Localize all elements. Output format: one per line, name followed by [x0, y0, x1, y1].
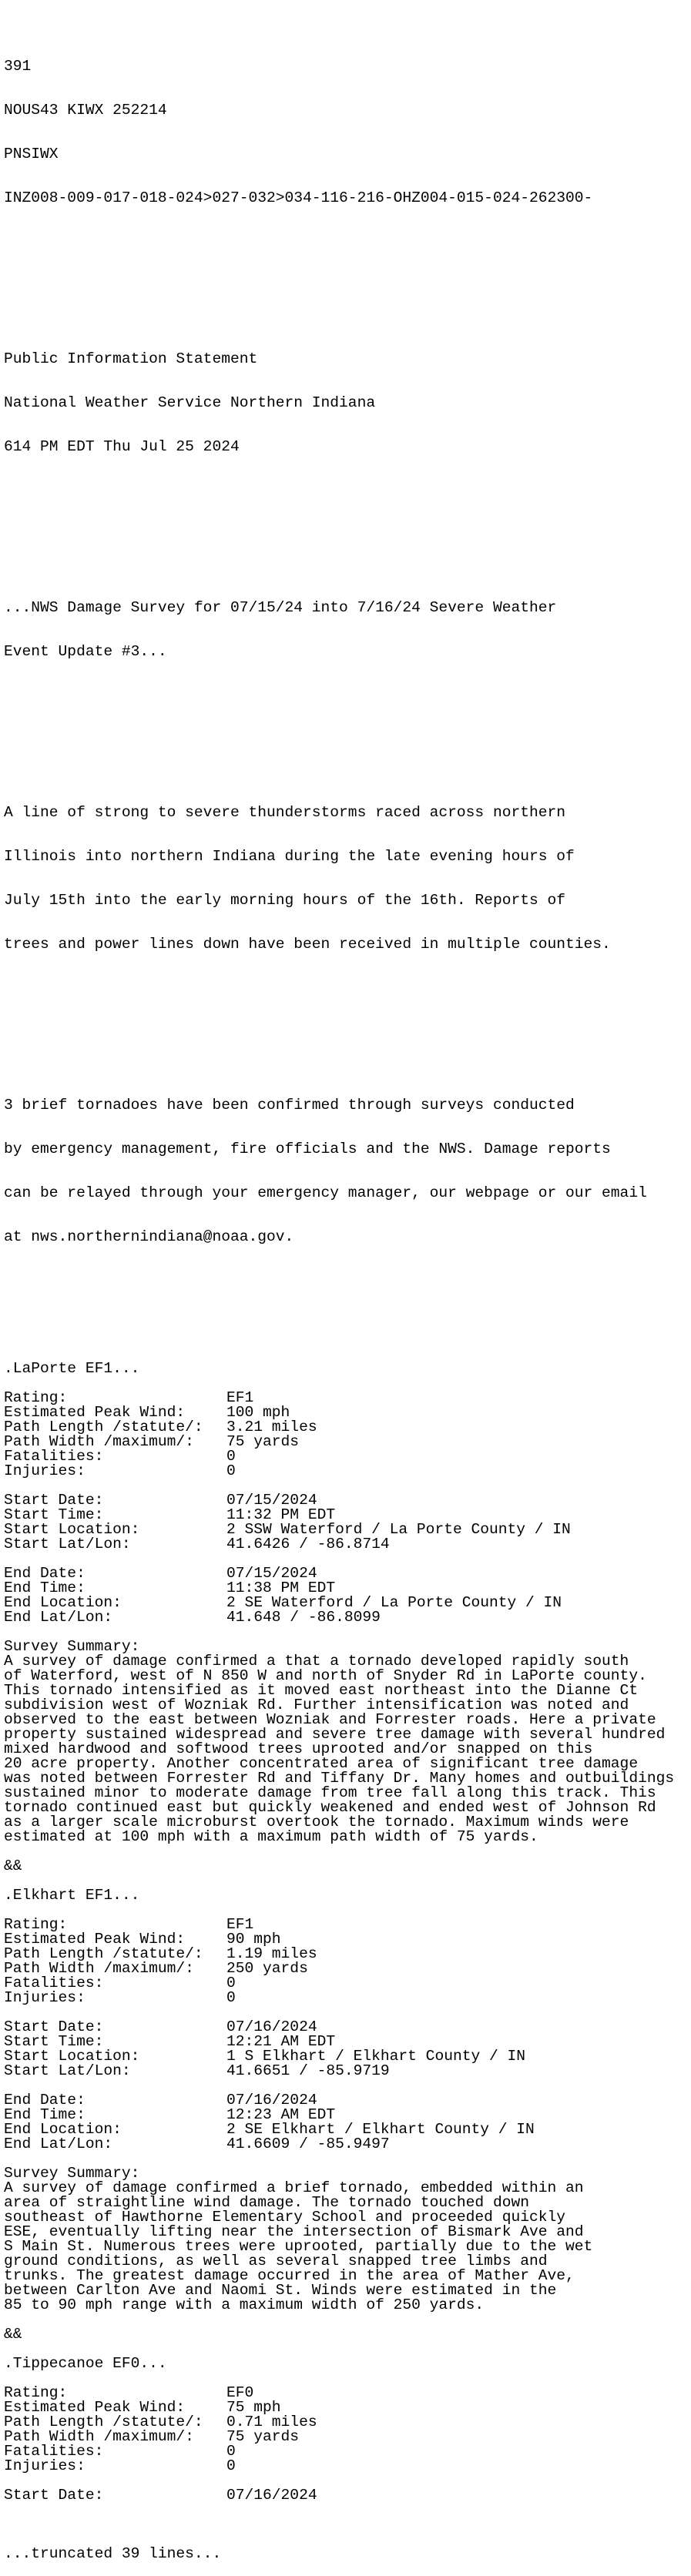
start-row: [4, 2488, 674, 2503]
field-label: Start Lat/Lon:: [4, 1536, 131, 1553]
summary-line: mixed hardwood and softwood trees uprooted and/or snapped on this: [4, 1740, 593, 1757]
contact-line: 3 brief tornadoes have been confirmed through surveys conducted: [4, 1097, 575, 1114]
intro-paragraph: [4, 776, 674, 981]
field-value: 12:21 AM EDT: [226, 2033, 336, 2050]
start-row: [4, 1537, 674, 1552]
summary-line: sustained minor to moderate damage from tree fall along this track. This: [4, 1784, 656, 1801]
summary-line: ESE, eventually lifting near the intersection of Bismark Ave and: [4, 2223, 584, 2240]
field-value: 07/15/2024: [226, 1565, 317, 1582]
event-heading: .Tippecanoe EF0...: [4, 2355, 167, 2372]
field-value: 1 S Elkhart / Elkhart County / IN: [226, 2048, 526, 2065]
stat-row: [4, 2415, 674, 2430]
event-stats: [4, 2386, 674, 2474]
summary-line: of Waterford, west of N 850 W and north of Snyder Rd in LaPorte county.: [4, 1667, 647, 1684]
end-row: [4, 1610, 674, 1625]
document-body: [4, 1, 674, 2576]
headline-line: ...NWS Damage Survey for 07/15/24 into 7/16/24 Severe Weather: [4, 599, 557, 616]
event-heading: .Elkhart EF1...: [4, 1887, 140, 1904]
field-label: Path Width /maximum/:: [4, 2428, 194, 2445]
summary-line: as a larger scale microburst overtook the tornado. Maximum winds were: [4, 1814, 629, 1831]
field-value: 100 mph: [226, 1404, 290, 1421]
stat-row: [4, 1961, 674, 1976]
field-label: Path Width /maximum/:: [4, 1960, 194, 1977]
field-value: EF1: [226, 1389, 254, 1406]
product-header: [4, 30, 674, 235]
field-value: 11:38 PM EDT: [226, 1579, 336, 1596]
field-label: Path Width /maximum/:: [4, 1433, 194, 1450]
field-label: Start Location:: [4, 2048, 140, 2065]
field-value: 0: [226, 2457, 236, 2474]
summary-line: A survey of damage confirmed a that a tornado developed rapidly south: [4, 1653, 629, 1670]
header-line: NOUS43 KIWX 252214: [4, 102, 167, 119]
stat-row: [4, 1435, 674, 1449]
field-label: End Time:: [4, 1579, 86, 1596]
stat-row: [4, 2430, 674, 2444]
field-value: EF0: [226, 2384, 254, 2401]
field-label: Fatalities:: [4, 1975, 104, 1991]
field-label: Injuries:: [4, 1989, 86, 2006]
contact-email-suffix: .: [284, 1228, 294, 1245]
field-value: 11:32 PM EDT: [226, 1506, 336, 1523]
summary-line: tornado continued east but quickly weakened and ended west of Johnson Rd: [4, 1799, 656, 1816]
contact-line: by emergency management, fire officials and the NWS. Damage reports: [4, 1141, 611, 1157]
field-value: 0: [226, 1989, 236, 2006]
stat-row: [4, 1976, 674, 1991]
field-value: 3.21 miles: [226, 1419, 317, 1435]
end-row: [4, 2137, 674, 2152]
end-row: [4, 1566, 674, 1581]
field-label: Start Time:: [4, 2033, 104, 2050]
survey-summary: [4, 1640, 674, 1844]
event-end-info: [4, 1566, 674, 1625]
field-value: 07/16/2024: [226, 2092, 317, 2109]
contact-line: can be relayed through your emergency manager, our webpage or our email: [4, 1184, 647, 1201]
field-value: 0: [226, 1462, 236, 1479]
summary-line: S Main St. Numerous trees were uprooted, partially due to the wet: [4, 2238, 593, 2255]
field-value: 0: [226, 2443, 236, 2460]
summary-line: southeast of Hawthorne Elementary School and proceeded quickly: [4, 2209, 566, 2226]
summary-line: observed to the east between Wozniak and Forrester roads. Here a private: [4, 1711, 656, 1728]
tornado-event-section: [4, 1362, 674, 1888]
issuing-office: National Weather Service Northern Indiana: [4, 394, 376, 411]
event-stats: [4, 1391, 674, 1479]
stat-row: [4, 1918, 674, 1932]
field-label: Rating:: [4, 2384, 68, 2401]
stat-row: [4, 2400, 674, 2415]
intro-line: Illinois into northern Indiana during the late evening hours of: [4, 848, 575, 865]
field-label: Injuries:: [4, 1462, 86, 1479]
field-value: 1.19 miles: [226, 1945, 317, 1962]
field-label: Path Length /statute/:: [4, 1419, 203, 1435]
summary-line: property sustained widespread and severe tree damage with several hundred: [4, 1726, 666, 1743]
event-start-info: [4, 1493, 674, 1552]
event-stats: [4, 1918, 674, 2005]
event-list: [4, 1362, 674, 2503]
field-label: End Date:: [4, 1565, 86, 1582]
stat-row: [4, 2459, 674, 2474]
header-line: 391: [4, 58, 32, 75]
survey-summary-label: Survey Summary:: [4, 1638, 140, 1655]
field-label: Start Time:: [4, 1506, 104, 1523]
stat-row: [4, 2386, 674, 2400]
field-value: 75 yards: [226, 2428, 300, 2445]
start-row: [4, 1493, 674, 1508]
field-value: 07/15/2024: [226, 1492, 317, 1509]
field-label: Estimated Peak Wind:: [4, 1931, 186, 1948]
field-value: 41.6426 / -86.8714: [226, 1536, 390, 1553]
field-value: 0: [226, 1448, 236, 1465]
statement-title: Public Information Statement: [4, 350, 258, 367]
section-terminator: &&: [4, 1857, 22, 1874]
summary-line: was noted between Forrester Rd and Tiffany Dr. Many homes and outbuildings: [4, 1770, 675, 1787]
field-value: 75 mph: [226, 2399, 281, 2416]
intro-line: July 15th into the early morning hours of the 16th. Reports of: [4, 892, 566, 909]
field-label: End Location:: [4, 1594, 122, 1611]
header-line: INZ008-009-017-018-024>027-032>034-116-216-OHZ004-015-024-262300-: [4, 189, 593, 206]
field-label: Injuries:: [4, 2457, 86, 2474]
header-line: PNSIWX: [4, 146, 59, 162]
headline-line: Event Update #3...: [4, 643, 167, 660]
intro-line: trees and power lines down have been received in multiple counties.: [4, 936, 611, 953]
summary-line: subdivision west of Wozniak Rd. Further intensification was noted and: [4, 1697, 629, 1713]
start-row: [4, 2020, 674, 2035]
field-label: Path Length /statute/:: [4, 1945, 203, 1962]
stat-row: [4, 1464, 674, 1479]
truncation-notice: ...truncated 39 lines...: [4, 2545, 222, 2562]
start-row: [4, 2064, 674, 2079]
tornado-event-section: [4, 1888, 674, 2357]
field-value: 41.648 / -86.8099: [226, 1609, 381, 1626]
field-label: Start Location:: [4, 1521, 140, 1538]
summary-line: 20 acre property. Another concentrated area of significant tree damage: [4, 1755, 639, 1772]
survey-summary-label: Survey Summary:: [4, 2165, 140, 2182]
field-label: Estimated Peak Wind:: [4, 2399, 186, 2416]
contact-line: [4, 1230, 674, 1244]
statement-header: [4, 323, 674, 484]
field-value: 2 SE Waterford / La Porte County / IN: [226, 1594, 562, 1611]
event-heading: .LaPorte EF1...: [4, 1360, 140, 1377]
contact-email-link[interactable]: nws.northernindiana@noaa.gov: [31, 1228, 285, 1245]
field-value: 0: [226, 1975, 236, 1991]
survey-summary: [4, 2166, 674, 2313]
summary-line: This tornado intensified as it moved east northeast into the Dianne Ct: [4, 1682, 639, 1699]
field-label: End Lat/Lon:: [4, 1609, 113, 1626]
intro-line: A line of strong to severe thunderstorms raced across northern: [4, 804, 566, 821]
field-label: End Time:: [4, 2106, 86, 2123]
field-value: 2 SSW Waterford / La Porte County / IN: [226, 1521, 571, 1538]
field-value: 90 mph: [226, 1931, 281, 1948]
field-value: 0.71 miles: [226, 2414, 317, 2430]
event-start-info: [4, 2488, 674, 2503]
headline: [4, 571, 674, 688]
field-value: 41.6609 / -85.9497: [226, 2136, 390, 2152]
summary-line: trunks. The greatest damage occurred in the area of Mather Ave,: [4, 2267, 575, 2284]
field-value: 250 yards: [226, 1960, 308, 1977]
field-label: Rating:: [4, 1389, 68, 1406]
summary-line: A survey of damage confirmed a brief tornado, embedded within an: [4, 2179, 584, 2196]
stat-row: [4, 2444, 674, 2459]
field-value: 07/16/2024: [226, 2487, 317, 2504]
summary-line: 85 to 90 mph range with a maximum width of 250 yards.: [4, 2296, 485, 2313]
field-value: 41.6651 / -85.9719: [226, 2062, 390, 2079]
field-value: 2 SE Elkhart / Elkhart County / IN: [226, 2121, 535, 2138]
summary-line: between Carlton Ave and Naomi St. Winds were estimated in the: [4, 2282, 557, 2299]
stat-row: [4, 1449, 674, 1464]
issue-time: 614 PM EDT Thu Jul 25 2024: [4, 438, 240, 455]
field-label: Start Date:: [4, 2487, 104, 2504]
field-label: Start Lat/Lon:: [4, 2062, 131, 2079]
stat-row: [4, 1991, 674, 2005]
stat-row: [4, 1947, 674, 1961]
contact-email-prefix: at: [4, 1228, 32, 1245]
summary-line: area of straightline wind damage. The tornado touched down: [4, 2194, 529, 2211]
field-value: EF1: [226, 1916, 254, 1933]
field-label: End Lat/Lon:: [4, 2136, 113, 2152]
section-terminator: &&: [4, 2326, 22, 2343]
summary-line: estimated at 100 mph with a maximum path width of 75 yards.: [4, 1828, 538, 1845]
contact-paragraph: [4, 1069, 674, 1274]
end-row: [4, 2093, 674, 2108]
field-label: Start Date:: [4, 1492, 104, 1509]
field-label: Estimated Peak Wind:: [4, 1404, 186, 1421]
field-value: 07/16/2024: [226, 2018, 317, 2035]
field-label: Path Length /statute/:: [4, 2414, 203, 2430]
field-label: Fatalities:: [4, 2443, 104, 2460]
stat-row: [4, 1932, 674, 1947]
field-label: End Date:: [4, 2092, 86, 2109]
field-label: Fatalities:: [4, 1448, 104, 1465]
field-value: 75 yards: [226, 1433, 300, 1450]
field-value: 12:23 AM EDT: [226, 2106, 336, 2123]
field-label: Start Date:: [4, 2018, 104, 2035]
event-start-info: [4, 2020, 674, 2079]
tornado-event-section: [4, 2357, 674, 2503]
field-label: End Location:: [4, 2121, 122, 2138]
field-label: Rating:: [4, 1916, 68, 1933]
event-end-info: [4, 2093, 674, 2152]
summary-line: ground conditions, as well as several snapped tree limbs and: [4, 2253, 548, 2269]
